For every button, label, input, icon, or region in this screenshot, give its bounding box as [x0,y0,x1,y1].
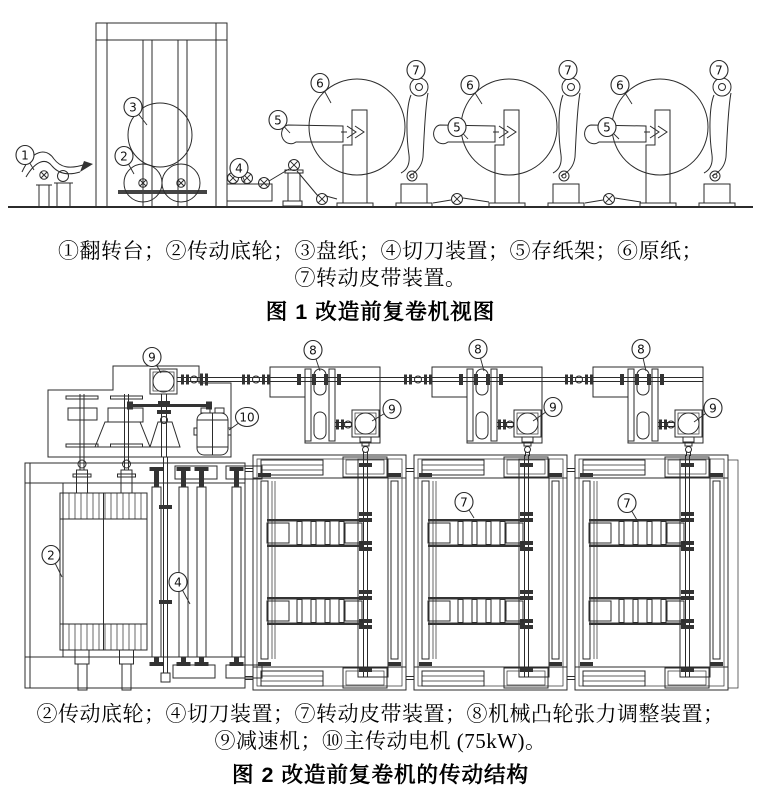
belt-section-1 [253,455,406,690]
part-label-1: 1 [21,148,29,163]
figure2-caption-line1: ②传动底轮；④切刀装置；⑦转动皮带装置；⑧机械凸轮张力调整装置； [36,702,725,726]
drive-bottom-rollers [60,460,147,690]
part-label-7: 7 [412,63,420,78]
figure1-caption-line2: ⑦转动皮带装置。 [294,266,467,290]
figure2-title: 图 2 改造前复卷机的传动结构 [232,763,529,787]
figure2-caption-line2: ⑨减速机；⑩主传动电机 (75kW)。 [214,729,547,753]
figure2-caption [0,701,761,789]
figure1-title: 图 1 改造前复卷机视图 [265,300,496,324]
belt-section-3 [575,455,728,690]
part-label-5: 5 [274,113,282,128]
part-label-6: 6 [316,76,324,91]
cam-unit-1 [242,367,380,456]
part-label-2: 2 [47,548,55,563]
part-label-4: 4 [235,161,243,176]
part-label-2: 2 [120,149,128,164]
figure2-diagram [0,335,761,697]
part-label-7: 7 [460,495,468,510]
part-label-9: 9 [148,350,156,365]
part-label-4: 4 [174,575,182,590]
bottom-drive-wheels [124,164,200,202]
part-label-6: 6 [466,78,474,93]
cam-tension-units [242,367,703,456]
part-label-8: 8 [474,342,482,357]
machine-frame-left [25,463,262,688]
rewinding-units [282,78,735,207]
guide-post [269,160,337,207]
part-label-9: 9 [388,402,396,417]
figure1-labels [16,61,728,183]
figure1-diagram [0,0,761,232]
figure1-caption [0,238,761,326]
part-label-10: 10 [239,410,255,425]
part-label-7: 7 [564,63,572,78]
rewind-unit-1 [282,78,432,207]
part-label-7: 7 [623,496,631,511]
part-label-8: 8 [637,342,645,357]
cutter-device [227,173,272,202]
figure1-caption-line1: ①翻转台；②传动底轮；③盘纸；④切刀装置；⑤存纸架；⑥原纸； [58,239,703,263]
cam-unit-3 [565,367,703,456]
part-label-5: 5 [603,120,611,135]
main-line-shaft [177,374,703,386]
part-label-7: 7 [715,63,723,78]
part-label-9: 9 [709,401,717,416]
cutter-rollers [150,457,244,682]
part-label-3: 3 [129,100,137,115]
part-label-8: 8 [309,343,317,358]
rewind-unit-2 [434,78,584,207]
cam-unit-2 [404,367,542,456]
main-drive-motor [194,408,231,455]
belt-section-2 [414,455,567,690]
rewind-unit-3 [585,78,735,207]
belt-sections [245,455,738,690]
part-label-6: 6 [616,78,624,93]
part-label-5: 5 [453,120,461,135]
part-label-9: 9 [549,400,557,415]
